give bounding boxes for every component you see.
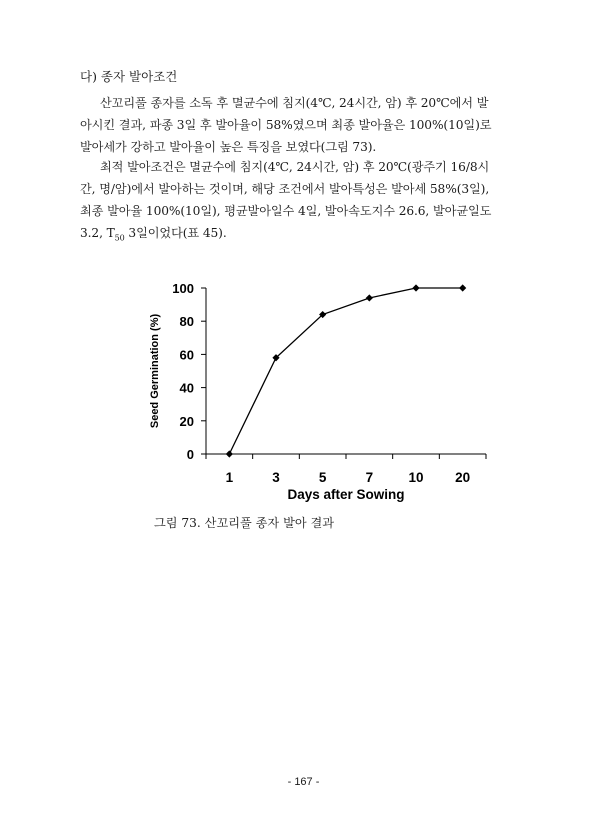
x-tick-label: 3 [272,470,280,485]
data-point-marker [459,284,466,291]
x-tick-label: 1 [225,470,234,485]
x-tick-label: 10 [408,470,424,485]
paragraph-germination-result [80,92,532,158]
paragraph-line: 산꼬리풀 종자를 소독 후 멸균수에 침지(4℃, 24시간, 암) 후 20℃에서 발 [100,96,489,110]
t50-prefix: 3.2, T [80,226,115,240]
y-tick-label: 40 [179,380,194,396]
y-tick-label: 100 [172,281,194,296]
y-tick-label: 80 [179,314,194,330]
paragraph-line: 최적 발아조건은 멸균수에 침지(4℃, 24시간, 암) 후 20℃(광주기 16/8시 [100,160,490,174]
series-line [229,288,462,454]
paragraph-line: 발아세가 강하고 발아율이 높은 특징을 보였다(그림 73). [80,140,377,154]
page-number: - 167 - [287,776,320,788]
y-axis-title: Seed Germination (%) [149,313,161,429]
data-point-marker [366,294,373,301]
paragraph-line [80,222,532,249]
data-point-marker [226,450,233,457]
x-tick-label: 7 [365,470,374,485]
figure-caption: 그림 73. 산꼬리풀 종자 발아 결과 [154,516,335,530]
paragraph-line: 최종 발아율 100%(10일), 평균발아일수 4일, 발아속도지수 26.6, 발아균일도 [80,204,492,218]
t50-suffix: 3일이었다(표 45). [124,226,227,240]
y-tick-label: 60 [179,347,194,363]
data-point-marker [412,284,419,291]
section-heading: 다) 종자 발아조건 [80,69,178,84]
germination-line-chart [140,270,490,510]
paragraph-line: 아시킨 결과, 파종 3일 후 발아율이 58%였으며 최종 발아율은 100%(10일)로 [80,118,492,132]
x-tick-label: 5 [318,470,327,485]
y-tick-label: 0 [186,447,194,462]
paragraph-line: 간, 명/암)에서 발아하는 것이며, 해당 조건에서 발아특성은 발아세 58%(3일), [80,182,490,196]
paragraph-optimal-conditions [80,156,532,249]
x-tick-label: 20 [455,470,471,485]
x-axis-title: Days after Sowing [287,487,405,502]
t50-subscript: 50 [114,233,125,243]
y-tick-label: 20 [179,413,194,429]
